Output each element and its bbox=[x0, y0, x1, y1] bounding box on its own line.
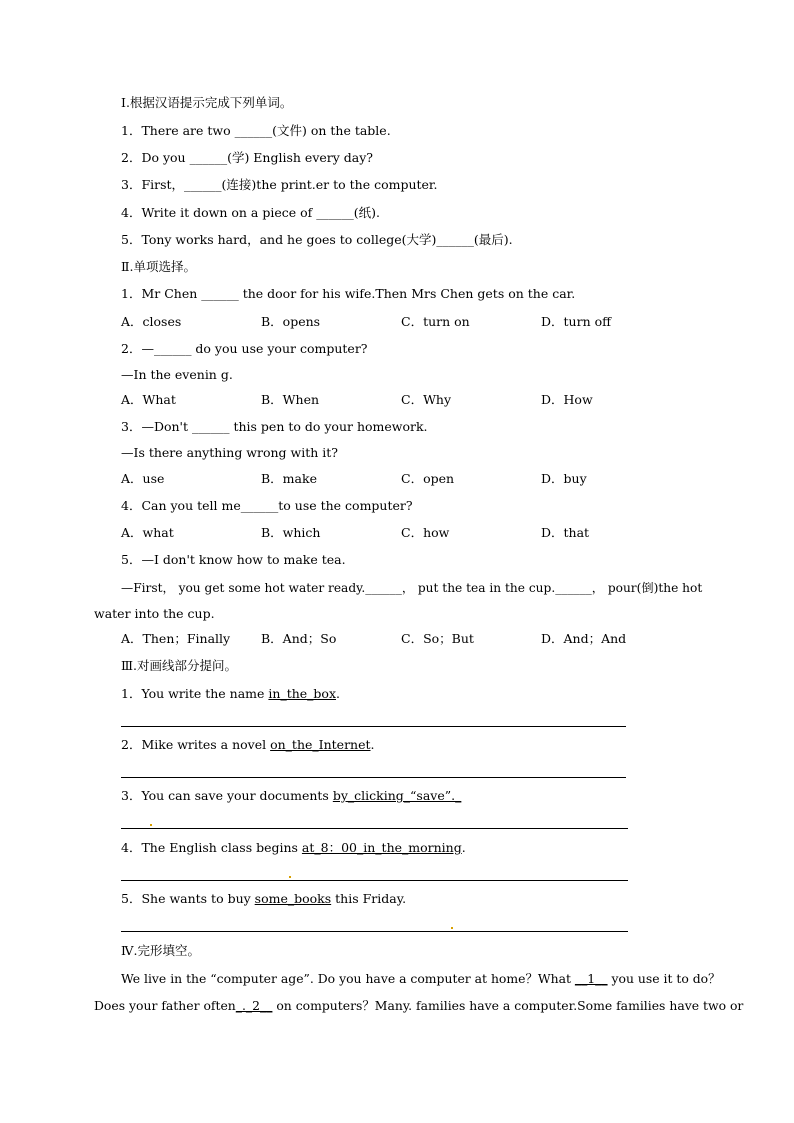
section-4-heading: Ⅳ.完形填空。 bbox=[121, 943, 200, 958]
s2-q5-option-d: D．And；And bbox=[541, 631, 627, 646]
s4-passage-line-2: Does your father often_._2__ on computers？Many. families have a computer.Some families have two or bbox=[94, 998, 744, 1013]
section-2-heading: Ⅱ.单项选择。 bbox=[121, 259, 196, 274]
s1-item-5: 5．Tony works hard，and he goes to college(大学)______(最后). bbox=[121, 232, 513, 247]
mark-dot bbox=[289, 876, 291, 878]
mark-dot bbox=[451, 927, 453, 929]
cloze-blank-1: __1__ bbox=[574, 971, 608, 986]
s2-q4-stem: 4．Can you tell me______to use the computer? bbox=[121, 498, 413, 513]
s2-q3-option-c: C．open bbox=[401, 471, 455, 486]
s2-q1-option-c: C．turn on bbox=[401, 314, 470, 329]
s1-item-1: 1．There are two ______(文件) on the table. bbox=[121, 123, 391, 138]
s2-q5-option-c: C．So；But bbox=[401, 631, 474, 646]
s2-q3-option-b: B．make bbox=[261, 471, 317, 486]
s3-item-3: 3．You can save your documents by_clicking_“save”._ bbox=[121, 788, 462, 803]
s2-q5-reply-line-1: —First， you get some hot water ready.______， put the tea in the cup.______， pour(倒)the hot bbox=[121, 581, 703, 595]
s1-item-4: 4．Write it down on a piece of ______(纸). bbox=[121, 205, 380, 220]
s1-item-3: 3．First，______(连接)the print.er to the computer. bbox=[121, 177, 438, 192]
s2-q3-reply: —Is there anything wrong with it? bbox=[121, 445, 338, 460]
s2-q3-option-a: A．use bbox=[121, 471, 165, 486]
s2-q2-option-c: C．Why bbox=[401, 392, 452, 407]
s1-item-2: 2．Do you ______(学) English every day? bbox=[121, 150, 374, 165]
s2-q2-stem: 2．—______ do you use your computer? bbox=[121, 341, 368, 356]
answer-line-5 bbox=[121, 931, 628, 932]
s3-item-4-underlined: at_8：00_in_the_morning bbox=[301, 840, 462, 855]
answer-line-2 bbox=[121, 777, 626, 778]
s2-q1-option-b: B．opens bbox=[261, 314, 321, 329]
s2-q5-stem: 5．—I don't know how to make tea. bbox=[121, 552, 346, 567]
s3-item-1: 1．You write the name in_the_box. bbox=[121, 686, 340, 701]
s2-q1-stem: 1．Mr Chen ______ the door for his wife.Then Mrs Chen gets on the car. bbox=[121, 286, 576, 301]
s2-q3-stem: 3．—Don't ______ this pen to do your homework. bbox=[121, 419, 428, 434]
s2-q3-option-d: D．buy bbox=[541, 471, 587, 486]
s3-item-4: 4．The English class begins at_8：00_in_the_morning. bbox=[121, 840, 466, 855]
answer-line-4 bbox=[121, 880, 628, 881]
s3-item-1-underlined: in_the_box bbox=[268, 686, 337, 701]
s2-q2-option-d: D．How bbox=[541, 392, 593, 407]
s4-passage-line-1: We live in the “computer age”. Do you have a computer at home？What __1__ you use it to do？ bbox=[121, 971, 721, 986]
s2-q2-option-b: B．When bbox=[261, 392, 320, 407]
s2-q1-option-a: A．closes bbox=[121, 314, 182, 329]
s2-q5-option-a: A．Then；Finally bbox=[121, 631, 231, 646]
s2-q4-option-b: B．which bbox=[261, 525, 321, 540]
s2-q1-option-d: D．turn off bbox=[541, 314, 612, 329]
cloze-blank-2: _._2__ bbox=[235, 998, 273, 1013]
s3-item-5: 5．She wants to buy some_books this Friday. bbox=[121, 891, 407, 906]
s2-q4-option-d: D．that bbox=[541, 525, 590, 540]
s3-item-5-underlined: some_books bbox=[254, 891, 332, 906]
s2-q4-option-a: A．what bbox=[121, 525, 174, 540]
s2-q2-option-a: A．What bbox=[121, 392, 176, 407]
mark-dot bbox=[150, 824, 152, 826]
s3-item-2-underlined: on_the_Internet bbox=[270, 737, 371, 752]
s2-q5-option-b: B．And；So bbox=[261, 631, 337, 646]
s2-q4-option-c: C．how bbox=[401, 525, 450, 540]
answer-line-1 bbox=[121, 726, 626, 727]
section-3-heading: Ⅲ.对画线部分提问。 bbox=[121, 658, 238, 673]
section-1-heading: Ⅰ.根据汉语提示完成下列单词。 bbox=[121, 95, 293, 110]
s2-q2-reply: —In the evenin g. bbox=[121, 367, 233, 382]
s3-item-2: 2．Mike writes a novel on_the_Internet. bbox=[121, 737, 375, 752]
s2-q5-reply-line-2: water into the cup. bbox=[94, 606, 215, 621]
answer-line-3 bbox=[121, 828, 628, 829]
s3-item-3-underlined: by_clicking_“save”._ bbox=[332, 788, 462, 803]
